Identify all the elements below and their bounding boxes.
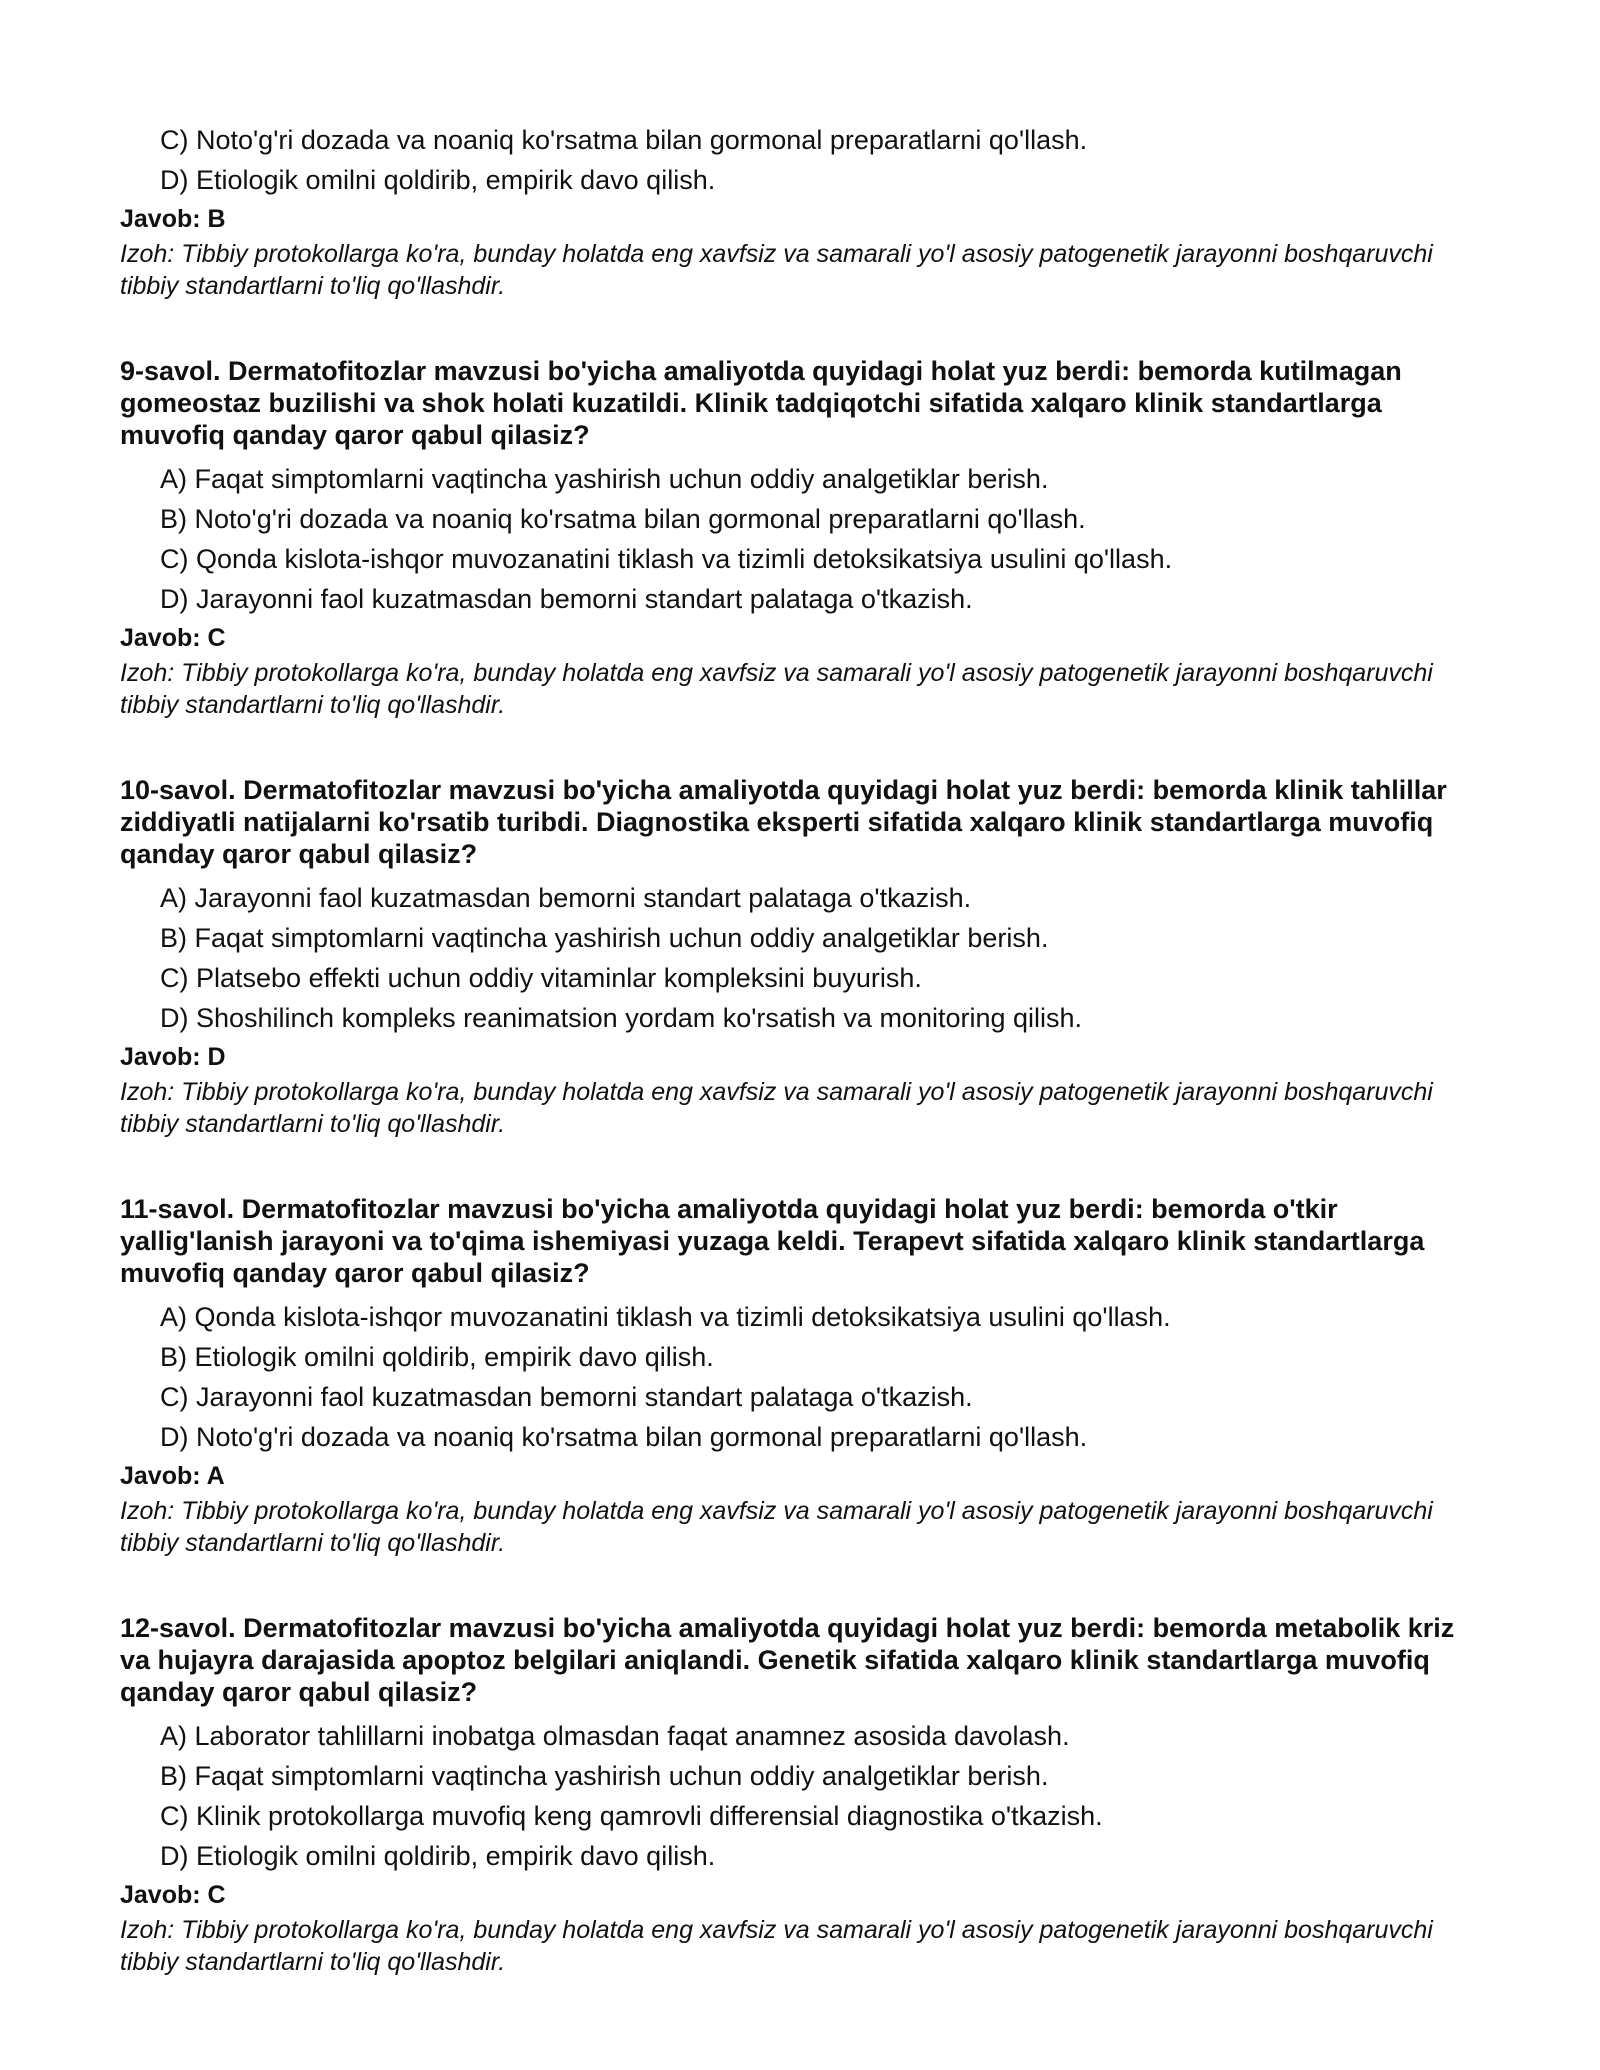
question-title: 9-savol. Dermatofitozlar mavzusi bo'yicha amaliyotda quyidagi holat yuz berdi: bemorda kutilmagan gomeostaz buzilishi va shok holati kuzatildi. Klinik tadqiqotchi sifatida xalqaro klinik standartlarga muvofiq qanday qaror qabul qilasiz?	[120, 356, 1402, 450]
option-list	[120, 878, 1460, 1038]
question-11	[120, 1193, 1460, 1559]
explanation-note: Izoh: Tibbiy protokollarga ko'ra, bunday holatda eng xavfsiz va samarali yo'l asosiy patogenetik jarayonni boshqaruvchi tibbiy standartlarni to'liq qo'llashdir.	[120, 1916, 1433, 1976]
option-b: B) Etiologik omilni qoldirib, empirik davo qilish.	[160, 1342, 714, 1372]
explanation-note: Izoh: Tibbiy protokollarga ko'ra, bunday holatda eng xavfsiz va samarali yo'l asosiy patogenetik jarayonni boshqaruvchi tibbiy standartlarni to'liq qo'llashdir.	[120, 1497, 1433, 1557]
option-c: C) Platsebo effekti uchun oddiy vitaminlar kompleksini buyurish.	[160, 963, 922, 993]
option-a: A) Laborator tahlillarni inobatga olmasdan faqat anamnez asosida davolash.	[160, 1721, 1070, 1751]
document-page	[120, 120, 1460, 1978]
question-title: 10-savol. Dermatofitozlar mavzusi bo'yicha amaliyotda quyidagi holat yuz berdi: bemorda klinik tahlillar ziddiyatli natijalarni ko'rsatib turibdi. Diagnostika eksperti sifatida xalqaro klinik standartlarga muvofiq qanday qaror qabul qilasiz?	[120, 775, 1447, 869]
option-d: D) Shoshilinch kompleks reanimatsion yordam ko'rsatish va monitoring qilish.	[160, 1003, 1083, 1033]
answer-label: Javob: A	[120, 1462, 225, 1490]
option-d: D) Etiologik omilni qoldirib, empirik davo qilish.	[160, 165, 716, 195]
question-12	[120, 1612, 1460, 1978]
explanation-note: Izoh: Tibbiy protokollarga ko'ra, bunday holatda eng xavfsiz va samarali yo'l asosiy patogenetik jarayonni boshqaruvchi tibbiy standartlarni to'liq qo'llashdir.	[120, 240, 1433, 300]
question-title: 11-savol. Dermatofitozlar mavzusi bo'yicha amaliyotda quyidagi holat yuz berdi: bemorda o'tkir yallig'lanish jarayoni va to'qima ishemiyasi yuzaga keldi. Terapevt sifatida xalqaro klinik standartlarga muvofiq qanday qaror qabul qilasiz?	[120, 1194, 1425, 1288]
option-c: C) Noto'g'ri dozada va noaniq ko'rsatma bilan gormonal preparatlarni qo'llash.	[160, 125, 1088, 155]
question-title: 12-savol. Dermatofitozlar mavzusi bo'yicha amaliyotda quyidagi holat yuz berdi: bemorda metabolik kriz va hujayra darajasida apoptoz belgilari aniqlandi. Genetik sifatida xalqaro klinik standartlarga muvofiq qanday qaror qabul qilasiz?	[120, 1613, 1455, 1707]
option-a: A) Qonda kislota-ishqor muvozanatini tiklash va tizimli detoksikatsiya usulini qo'llash.	[160, 1302, 1171, 1332]
option-c: C) Jarayonni faol kuzatmasdan bemorni standart palataga o'tkazish.	[160, 1382, 973, 1412]
option-b: B) Faqat simptomlarni vaqtincha yashirish uchun oddiy analgetiklar berish.	[160, 923, 1049, 953]
option-d: D) Noto'g'ri dozada va noaniq ko'rsatma bilan gormonal preparatlarni qo'llash.	[160, 1422, 1088, 1452]
option-list	[120, 459, 1460, 619]
option-d: D) Jarayonni faol kuzatmasdan bemorni standart palataga o'tkazish.	[160, 584, 973, 614]
option-b: B) Faqat simptomlarni vaqtincha yashirish uchun oddiy analgetiklar berish.	[160, 1761, 1049, 1791]
answer-label: Javob: B	[120, 205, 226, 233]
question-8-continuation	[120, 120, 1460, 302]
option-b: B) Noto'g'ri dozada va noaniq ko'rsatma bilan gormonal preparatlarni qo'llash.	[160, 504, 1086, 534]
answer-label: Javob: C	[120, 1881, 226, 1909]
explanation-note: Izoh: Tibbiy protokollarga ko'ra, bunday holatda eng xavfsiz va samarali yo'l asosiy patogenetik jarayonni boshqaruvchi tibbiy standartlarni to'liq qo'llashdir.	[120, 659, 1433, 719]
explanation-note: Izoh: Tibbiy protokollarga ko'ra, bunday holatda eng xavfsiz va samarali yo'l asosiy patogenetik jarayonni boshqaruvchi tibbiy standartlarni to'liq qo'llashdir.	[120, 1078, 1433, 1138]
option-list	[120, 1716, 1460, 1876]
answer-label: Javob: D	[120, 1043, 226, 1071]
option-a: A) Jarayonni faol kuzatmasdan bemorni standart palataga o'tkazish.	[160, 883, 972, 913]
question-9	[120, 355, 1460, 721]
option-list	[120, 1297, 1460, 1457]
answer-label: Javob: C	[120, 624, 226, 652]
option-c: C) Klinik protokollarga muvofiq keng qamrovli differensial diagnostika o'tkazish.	[160, 1801, 1103, 1831]
option-d: D) Etiologik omilni qoldirib, empirik davo qilish.	[160, 1841, 716, 1871]
question-10	[120, 774, 1460, 1140]
option-a: A) Faqat simptomlarni vaqtincha yashirish uchun oddiy analgetiklar berish.	[160, 464, 1049, 494]
option-list	[120, 120, 1460, 200]
option-c: C) Qonda kislota-ishqor muvozanatini tiklash va tizimli detoksikatsiya usulini qo'llash.	[160, 544, 1173, 574]
